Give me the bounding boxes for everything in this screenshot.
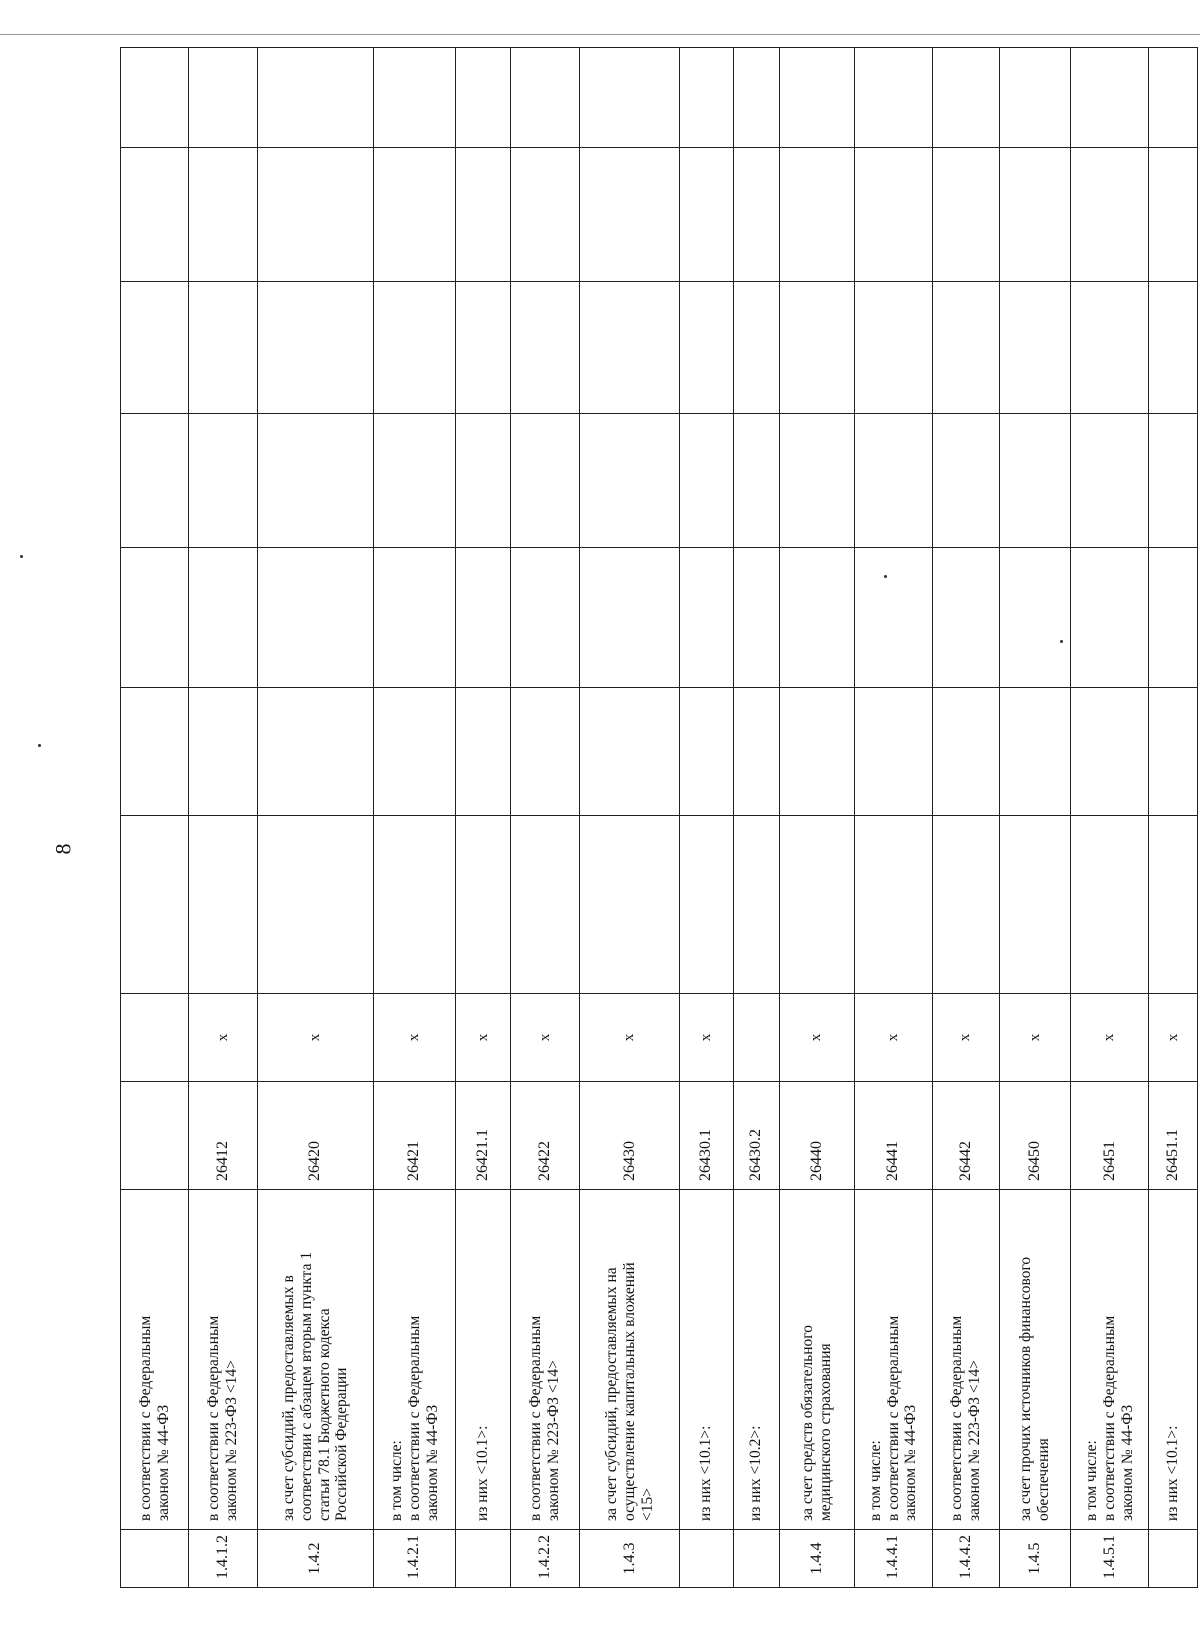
row-code: 26442 xyxy=(932,1082,999,1190)
empty-cell xyxy=(855,48,933,148)
row-number: 1.4.4.1 xyxy=(855,1530,933,1588)
empty-cell xyxy=(258,282,373,414)
empty-cell xyxy=(189,282,258,414)
empty-cell xyxy=(680,688,733,816)
empty-cell xyxy=(373,282,456,414)
row-label-text: в соответствии с Федеральным законом № 223-ФЗ <14> xyxy=(527,1315,563,1521)
row-label xyxy=(121,1190,189,1530)
empty-cell xyxy=(932,48,999,148)
row-code: 26441 xyxy=(855,1082,933,1190)
table-row xyxy=(1071,48,1149,1588)
empty-cell xyxy=(1149,816,1198,994)
empty-cell xyxy=(680,816,733,994)
row-label-text: из них <10.1>: xyxy=(697,1425,715,1521)
row-label xyxy=(733,1190,779,1530)
empty-cell xyxy=(580,816,680,994)
row-label xyxy=(932,1190,999,1530)
empty-cell xyxy=(1071,816,1149,994)
empty-cell xyxy=(511,816,580,994)
empty-cell xyxy=(932,282,999,414)
empty-cell xyxy=(779,282,854,414)
empty-cell xyxy=(511,48,580,148)
empty-cell xyxy=(855,282,933,414)
budget-table xyxy=(120,47,1198,1588)
row-number xyxy=(680,1530,733,1588)
empty-cell xyxy=(1071,548,1149,688)
row-code: 26451.1 xyxy=(1149,1082,1198,1190)
row-label-text: в соответствии с Федеральным законом № 223-ФЗ <14> xyxy=(948,1315,983,1521)
empty-cell xyxy=(258,548,373,688)
row-label-text: за счет прочих источников финансового обеспечения xyxy=(1017,1256,1053,1521)
row-number: 1.4.1.2 xyxy=(189,1530,258,1588)
row-label-text: в том числе: в соответствии с Федеральным законом № 44-ФЗ xyxy=(387,1315,441,1521)
empty-cell xyxy=(1149,414,1198,548)
row-label xyxy=(511,1190,580,1530)
row-number xyxy=(733,1530,779,1588)
empty-cell xyxy=(511,688,580,816)
empty-cell xyxy=(580,548,680,688)
row-label-text: за счет средств обязательного медицинского страхования xyxy=(799,1324,834,1521)
row-label xyxy=(855,1190,933,1530)
row-code xyxy=(121,1082,189,1190)
scan-edge-line xyxy=(0,34,1200,35)
table-row xyxy=(189,48,258,1588)
empty-cell xyxy=(456,688,511,816)
empty-cell xyxy=(580,688,680,816)
empty-cell xyxy=(680,548,733,688)
table-row xyxy=(580,48,680,1588)
empty-cell xyxy=(680,48,733,148)
empty-cell xyxy=(779,148,854,282)
empty-cell xyxy=(1071,48,1149,148)
empty-cell xyxy=(733,816,779,994)
table-row xyxy=(855,48,933,1588)
table-row xyxy=(456,48,511,1588)
empty-cell xyxy=(189,148,258,282)
empty-cell xyxy=(121,816,189,994)
empty-cell xyxy=(733,548,779,688)
table-row xyxy=(680,48,733,1588)
row-mark: x xyxy=(680,994,733,1082)
row-code: 26450 xyxy=(999,1082,1071,1190)
empty-cell xyxy=(779,48,854,148)
row-mark xyxy=(733,994,779,1082)
empty-cell xyxy=(258,816,373,994)
row-number: 1.4.2.2 xyxy=(511,1530,580,1588)
row-number xyxy=(121,1530,189,1588)
empty-cell xyxy=(1071,688,1149,816)
empty-cell xyxy=(189,548,258,688)
empty-cell xyxy=(373,148,456,282)
empty-cell xyxy=(855,816,933,994)
row-label xyxy=(258,1190,373,1530)
row-label xyxy=(1149,1190,1198,1530)
row-code: 26430.2 xyxy=(733,1082,779,1190)
row-number: 1.4.3 xyxy=(580,1530,680,1588)
empty-cell xyxy=(580,414,680,548)
empty-cell xyxy=(733,48,779,148)
empty-cell xyxy=(121,148,189,282)
row-number: 1.4.5.1 xyxy=(1071,1530,1149,1588)
empty-cell xyxy=(189,816,258,994)
row-number xyxy=(456,1530,511,1588)
empty-cell xyxy=(373,548,456,688)
row-mark: x xyxy=(258,994,373,1082)
row-code: 26412 xyxy=(189,1082,258,1190)
empty-cell xyxy=(779,548,854,688)
row-code: 26430 xyxy=(580,1082,680,1190)
row-code: 26420 xyxy=(258,1082,373,1190)
empty-cell xyxy=(456,148,511,282)
row-code: 26421.1 xyxy=(456,1082,511,1190)
row-label xyxy=(779,1190,854,1530)
row-mark: x xyxy=(1071,994,1149,1082)
row-code: 26421 xyxy=(373,1082,456,1190)
row-label-text: в соответствии с Федеральным законом № 44-ФЗ xyxy=(136,1315,172,1521)
table-row xyxy=(258,48,373,1588)
empty-cell xyxy=(189,414,258,548)
empty-cell xyxy=(121,548,189,688)
empty-cell xyxy=(999,688,1071,816)
row-mark: x xyxy=(932,994,999,1082)
table-row xyxy=(779,48,854,1588)
row-number: 1.4.2.1 xyxy=(373,1530,456,1588)
row-mark xyxy=(121,994,189,1082)
empty-cell xyxy=(779,688,854,816)
empty-cell xyxy=(932,816,999,994)
table-row xyxy=(999,48,1071,1588)
empty-cell xyxy=(680,414,733,548)
empty-cell xyxy=(855,148,933,282)
row-number: 1.4.4 xyxy=(779,1530,854,1588)
empty-cell xyxy=(456,48,511,148)
scan-speck xyxy=(884,575,887,578)
row-label-text: из них <10.1>: xyxy=(1164,1425,1182,1521)
budget-table-wrapper xyxy=(120,48,1198,1588)
empty-cell xyxy=(456,816,511,994)
row-number: 1.4.5 xyxy=(999,1530,1071,1588)
row-mark: x xyxy=(511,994,580,1082)
empty-cell xyxy=(1071,414,1149,548)
row-label-text: из них <10.1>: xyxy=(474,1425,492,1521)
page-number: 8 xyxy=(50,843,76,855)
empty-cell xyxy=(1071,148,1149,282)
empty-cell xyxy=(932,148,999,282)
empty-cell xyxy=(121,688,189,816)
empty-cell xyxy=(680,282,733,414)
row-mark: x xyxy=(779,994,854,1082)
row-number xyxy=(1149,1530,1198,1588)
empty-cell xyxy=(373,688,456,816)
empty-cell xyxy=(855,414,933,548)
empty-cell xyxy=(1149,548,1198,688)
row-mark: x xyxy=(855,994,933,1082)
empty-cell xyxy=(456,548,511,688)
empty-cell xyxy=(580,48,680,148)
row-label xyxy=(1071,1190,1149,1530)
row-mark: x xyxy=(580,994,680,1082)
row-label xyxy=(456,1190,511,1530)
empty-cell xyxy=(733,148,779,282)
scan-speck xyxy=(20,555,23,558)
empty-cell xyxy=(121,414,189,548)
empty-cell xyxy=(932,414,999,548)
empty-cell xyxy=(855,548,933,688)
row-code: 26451 xyxy=(1071,1082,1149,1190)
empty-cell xyxy=(999,414,1071,548)
empty-cell xyxy=(121,48,189,148)
empty-cell xyxy=(1071,282,1149,414)
empty-cell xyxy=(456,414,511,548)
empty-cell xyxy=(580,148,680,282)
row-code: 26440 xyxy=(779,1082,854,1190)
empty-cell xyxy=(999,816,1071,994)
table-row xyxy=(733,48,779,1588)
empty-cell xyxy=(779,414,854,548)
empty-cell xyxy=(373,414,456,548)
row-label-text: из них <10.2>: xyxy=(747,1425,765,1521)
empty-cell xyxy=(373,816,456,994)
empty-cell xyxy=(733,414,779,548)
scan-speck xyxy=(38,744,41,747)
empty-cell xyxy=(999,148,1071,282)
empty-cell xyxy=(680,148,733,282)
empty-cell xyxy=(189,688,258,816)
row-label xyxy=(580,1190,680,1530)
empty-cell xyxy=(511,282,580,414)
empty-cell xyxy=(511,148,580,282)
empty-cell xyxy=(1149,282,1198,414)
row-mark: x xyxy=(999,994,1071,1082)
row-mark: x xyxy=(189,994,258,1082)
row-code: 26422 xyxy=(511,1082,580,1190)
empty-cell xyxy=(511,414,580,548)
table-row xyxy=(511,48,580,1588)
empty-cell xyxy=(258,688,373,816)
empty-cell xyxy=(999,48,1071,148)
table-row xyxy=(373,48,456,1588)
row-label xyxy=(999,1190,1071,1530)
empty-cell xyxy=(733,282,779,414)
row-label-text: за счет субсидий, предоставляемых на осуществление капитальных вложений <15> xyxy=(603,1262,656,1521)
table-row xyxy=(932,48,999,1588)
row-label-text: в соответствии с Федеральным законом № 223-ФЗ <14> xyxy=(205,1315,241,1521)
row-label xyxy=(680,1190,733,1530)
row-mark: x xyxy=(456,994,511,1082)
empty-cell xyxy=(373,48,456,148)
row-label xyxy=(373,1190,456,1530)
empty-cell xyxy=(511,548,580,688)
empty-cell xyxy=(855,688,933,816)
empty-cell xyxy=(258,48,373,148)
row-label xyxy=(189,1190,258,1530)
empty-cell xyxy=(258,148,373,282)
empty-cell xyxy=(121,282,189,414)
empty-cell xyxy=(779,816,854,994)
empty-cell xyxy=(932,548,999,688)
empty-cell xyxy=(999,282,1071,414)
empty-cell xyxy=(258,414,373,548)
empty-cell xyxy=(1149,148,1198,282)
row-label-text: в том числе: в соответствии с Федеральным законом № 44-ФЗ xyxy=(866,1315,920,1521)
table-row xyxy=(121,48,189,1588)
row-mark: x xyxy=(373,994,456,1082)
empty-cell xyxy=(932,688,999,816)
row-code: 26430.1 xyxy=(680,1082,733,1190)
table-row xyxy=(1149,48,1198,1588)
empty-cell xyxy=(456,282,511,414)
empty-cell xyxy=(999,548,1071,688)
empty-cell xyxy=(1149,688,1198,816)
empty-cell xyxy=(733,688,779,816)
row-number: 1.4.2 xyxy=(258,1530,373,1588)
row-mark: x xyxy=(1149,994,1198,1082)
empty-cell xyxy=(189,48,258,148)
row-label-text: в том числе: в соответствии с Федеральным законом № 44-ФЗ xyxy=(1083,1315,1136,1521)
row-label-text: за счет субсидий, предоставляемых в соответствии с абзацем вторым пункта 1 статьи 78.1 Бюджетного кодекса Российской Федерации xyxy=(279,1251,351,1521)
empty-cell xyxy=(580,282,680,414)
empty-cell xyxy=(1149,48,1198,148)
scan-speck xyxy=(1060,640,1063,643)
row-number: 1.4.4.2 xyxy=(932,1530,999,1588)
